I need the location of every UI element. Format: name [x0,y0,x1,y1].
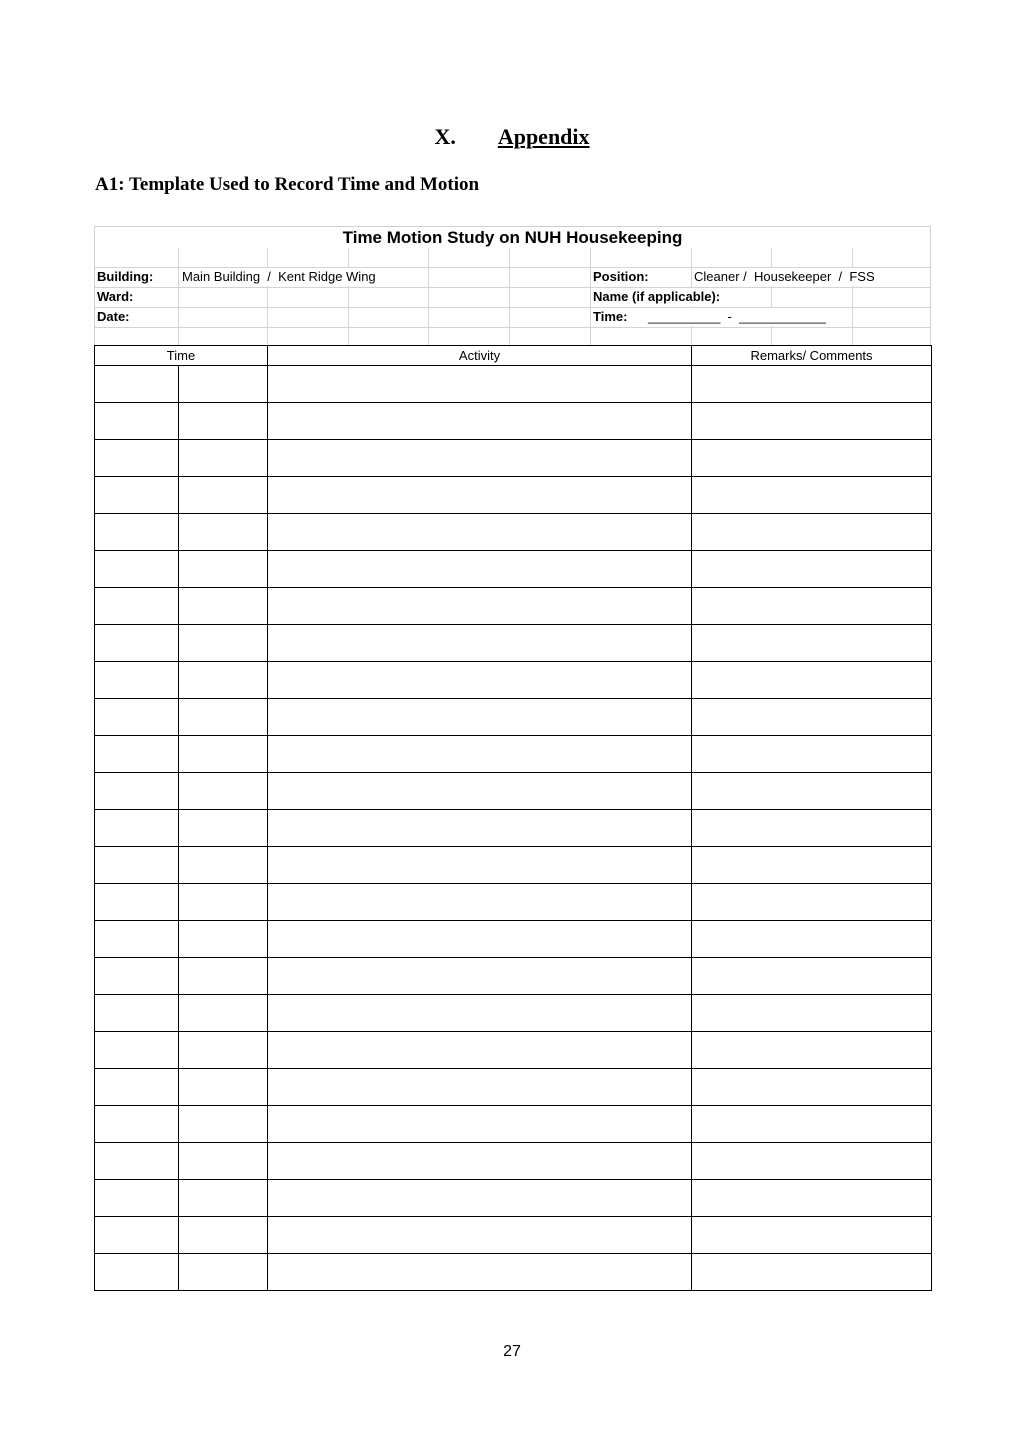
time-start-cell [95,477,179,514]
page-number: 27 [503,1343,521,1360]
time-end-cell [179,440,268,477]
remarks-cell [692,662,932,699]
time-start-cell [95,625,179,662]
time-start-cell [95,884,179,921]
remarks-cell [692,699,932,736]
time-end-cell [179,884,268,921]
remarks-cell [692,958,932,995]
activity-cell [268,588,692,625]
time-end-cell [179,477,268,514]
table-row [95,514,932,551]
time-end-cell [179,1143,268,1180]
table-row [95,995,932,1032]
table-row [95,736,932,773]
time-end-cell [179,551,268,588]
time-end-cell [179,1217,268,1254]
time-start-cell [95,1217,179,1254]
time-end-cell [179,662,268,699]
table-row [95,1143,932,1180]
table-row [95,1069,932,1106]
activity-cell [268,440,692,477]
template-subheading: A1: Template Used to Record Time and Motion [95,174,480,195]
table-row [95,551,932,588]
time-end-cell [179,921,268,958]
time-end-cell [179,847,268,884]
table-row [95,662,932,699]
remarks-cell [692,1254,932,1291]
activity-cell [268,1143,692,1180]
activity-cell [268,625,692,662]
activity-column-header: Activity [268,346,692,366]
time-start-cell [95,551,179,588]
table-row [95,1180,932,1217]
table-row [95,440,932,477]
table-row [95,403,932,440]
remarks-cell [692,625,932,662]
remarks-cell [692,514,932,551]
activity-cell [268,1069,692,1106]
ward-label: Ward: [97,289,134,304]
remarks-cell [692,440,932,477]
activity-cell [268,662,692,699]
activity-cell [268,366,692,403]
section-title: Appendix [497,124,590,149]
table-row [95,958,932,995]
remarks-column-header: Remarks/ Comments [692,346,932,366]
remarks-cell [692,736,932,773]
building-value: Main Building / Kent Ridge Wing [182,269,376,284]
remarks-cell [692,551,932,588]
remarks-cell [692,1217,932,1254]
remarks-cell [692,588,932,625]
table-row [95,1217,932,1254]
time-start-cell [95,662,179,699]
time-start-cell [95,736,179,773]
remarks-cell [692,884,932,921]
time-end-cell [179,958,268,995]
table-row [95,1254,932,1291]
table-row [95,699,932,736]
time-end-cell [179,1180,268,1217]
time-end-cell [179,366,268,403]
position-label: Position: [593,269,649,284]
remarks-cell [692,1032,932,1069]
remarks-cell [692,847,932,884]
remarks-cell [692,403,932,440]
remarks-cell [692,477,932,514]
table-row [95,477,932,514]
time-label: Time: [593,309,628,324]
remarks-cell [692,995,932,1032]
remarks-cell [692,1180,932,1217]
time-start-cell [95,403,179,440]
table-row [95,773,932,810]
time-end-cell [179,625,268,662]
time-start-cell [95,1254,179,1291]
position-value: Cleaner / Housekeeper / FSS [694,269,875,284]
building-label: Building: [97,269,154,284]
time-end-cell [179,1254,268,1291]
time-start-cell [95,514,179,551]
table-row [95,921,932,958]
table-row [95,588,932,625]
form-header-grid [94,226,931,346]
table-row [95,847,932,884]
time-end-cell [179,1032,268,1069]
name-label: Name (if applicable): [593,289,721,304]
activity-cell [268,403,692,440]
activity-cell [268,995,692,1032]
activity-cell [268,1254,692,1291]
activity-cell [268,551,692,588]
table-row [95,1032,932,1069]
section-number: X. [434,124,456,149]
activity-cell [268,958,692,995]
time-end-cell [179,1106,268,1143]
time-end-cell [179,403,268,440]
activity-cell [268,514,692,551]
activity-cell [268,736,692,773]
time-start-cell [95,440,179,477]
remarks-cell [692,773,932,810]
time-value: __________ - ____________ [648,309,826,324]
activity-cell [268,1217,692,1254]
time-end-cell [179,514,268,551]
time-motion-table [94,345,932,1291]
activity-cell [268,810,692,847]
table-row [95,625,932,662]
time-start-cell [95,995,179,1032]
time-start-cell [95,1143,179,1180]
table-row [95,884,932,921]
activity-cell [268,1180,692,1217]
table-row [95,810,932,847]
remarks-cell [692,1143,932,1180]
activity-cell [268,884,692,921]
time-start-cell [95,1106,179,1143]
time-start-cell [95,773,179,810]
activity-cell [268,1106,692,1143]
time-start-cell [95,1032,179,1069]
time-end-cell [179,995,268,1032]
activity-cell [268,699,692,736]
time-column-header: Time [95,346,268,366]
appendix-heading [0,124,1024,150]
activity-cell [268,773,692,810]
time-start-cell [95,366,179,403]
activity-cell [268,921,692,958]
activity-cell [268,1032,692,1069]
time-end-cell [179,588,268,625]
remarks-cell [692,366,932,403]
time-end-cell [179,699,268,736]
time-end-cell [179,736,268,773]
date-label: Date: [97,309,130,324]
time-start-cell [95,958,179,995]
activity-cell [268,847,692,884]
table-row [95,366,932,403]
time-start-cell [95,1069,179,1106]
time-start-cell [95,921,179,958]
time-start-cell [95,699,179,736]
time-start-cell [95,588,179,625]
remarks-cell [692,1106,932,1143]
time-end-cell [179,1069,268,1106]
time-start-cell [95,810,179,847]
remarks-cell [692,1069,932,1106]
remarks-cell [692,921,932,958]
form-title: Time Motion Study on NUH Housekeeping [95,227,930,248]
time-end-cell [179,810,268,847]
remarks-cell [692,810,932,847]
time-start-cell [95,1180,179,1217]
table-row [95,1106,932,1143]
time-end-cell [179,773,268,810]
activity-cell [268,477,692,514]
time-start-cell [95,847,179,884]
